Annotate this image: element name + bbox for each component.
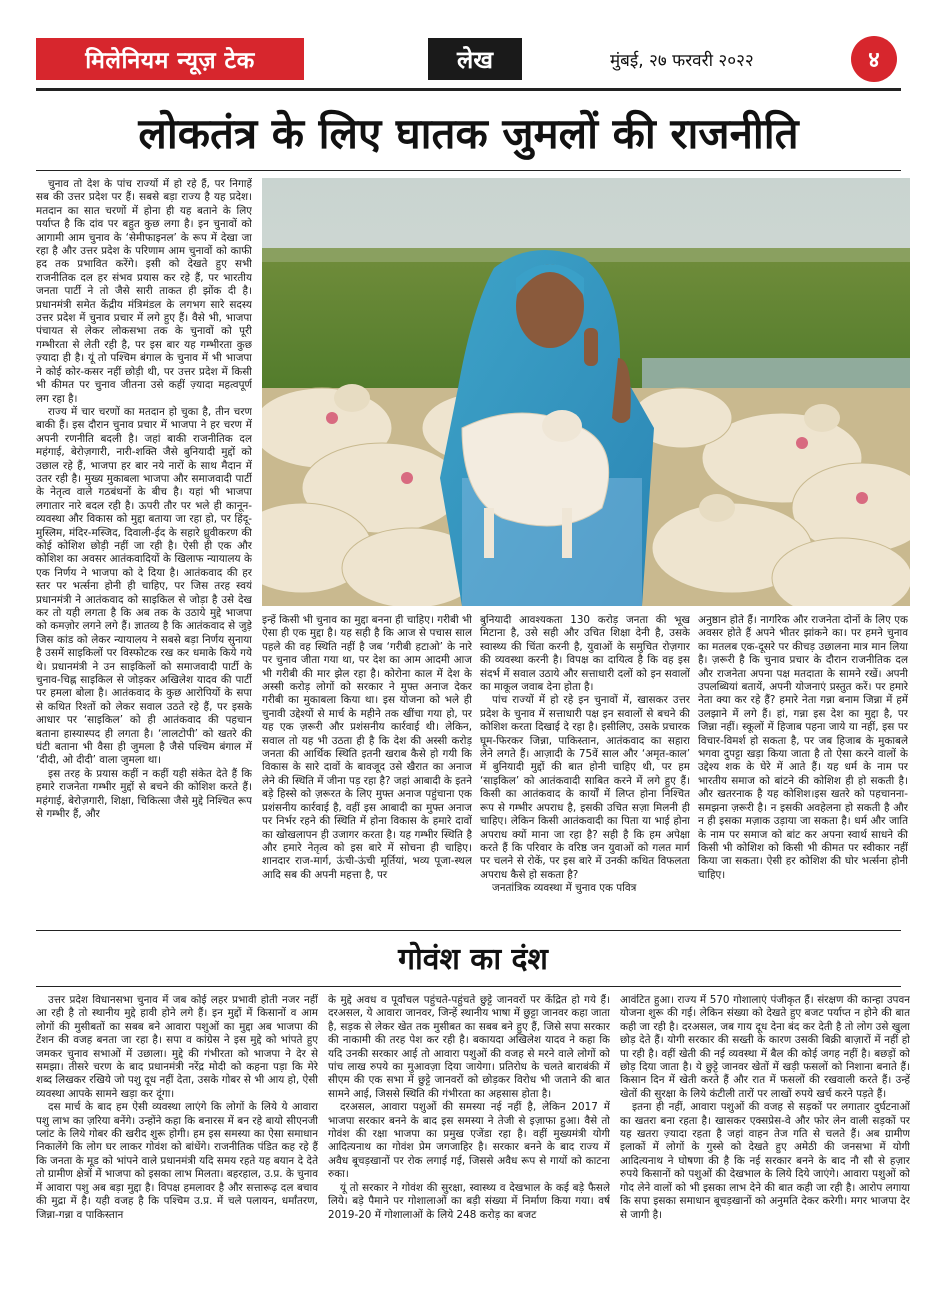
section-divider [36, 930, 901, 931]
section-label: लेख [428, 38, 522, 80]
article-column-2 [262, 614, 472, 916]
paragraph: उत्तर प्रदेश विधानसभा चुनाव में जब कोई लहर प्रभावी होती नजर नहीं आ रही है तो स्थानीय मुद्दे हावी होने लगे हैं। इन मुद्दों में किसानों व आम लोगों की मुसीबतों का सबब बने आवारा पशुओं का मुद्दा अब भाजपा की टेंशन की वजह बनता जा रहा है। सपा व कांग्रेस ने इस मुद्दे को भांपते हुए जमकर चुनाव सभाओं में उछाला। मुद्दे की गंभीरता को भाजपा ने देर से समझा। तीसरे चरण के बाद प्रधानमंत्री नरेंद्र मोदी को कहना पड़ा कि मेरे शब्द लिखकर रखिये जो पशु दूध नहीं देता, उसके गोबर से भी आय हो, ऐसी व्यवस्था आपके सामने खड़ा कर दूंगा। [36, 994, 318, 1100]
paragraph: आवंटित हुआ। राज्य में 570 गोशालाएं पंजीकृत हैं। संरक्षण की कान्हा उपवन योजना शुरू की गई। लेकिन संख्या को देखते हुए बजट पर्याप्त न होने की बात कही जा रही है। दरअसल, जब गाय दूध देना बंद कर देती है तो लोग उसे खुला छोड़ देते हैं। योगी सरकार की सख्ती के कारण उसकी बिक्री बाज़ारों में नहीं हो पा रही है। वहीं खेती की नई व्यवस्था में बैल की कोई जगह नहीं है। बछड़ों को छोड़ दिया जाता है। ये छुट्टे जानवर खेतों में खड़ी फसलों को निशाना बनाते हैं। किसान दिन में खेती करते हैं और रात में फसलों की रखवाली करते हैं। उन्हें खेतों की सुरक्षा के लिये कंटीली तारों पर लाखों रुपये खर्च करने पड़ते हैं। [620, 994, 910, 1100]
paragraph: जनतांत्रिक व्यवस्था में चुनाव एक पवित्र [492, 882, 637, 895]
article2-column-1 [36, 994, 318, 1256]
headline-rule [36, 170, 901, 171]
article-column-1 [36, 178, 252, 916]
paragraph: बुनियादी आवश्यकता 130 करोड़ जनता की भूख मिटाना है, उसे सही और उचित शिक्षा देनी है, उसके स्वास्थ्य की चिंता करनी है, युवाओं के समुचित रोज़गार की व्यवस्था करनी है। विपक्ष का दायित्व है कि वह इस संदर्भ में सवाल उठाये और सत्ताधारी दलों को इन सवालों का माकूल जवाब देना होता है। [480, 614, 690, 694]
paragraph: के मुद्दे अवध व पूर्वांचल पहुंचते-पहुंचते छुट्टे जानवरों पर केंद्रित हो गये हैं। दरअसल, ये आवारा जानवर, जिन्हें स्थानीय भाषा में छुट्टा जानवर कहा जाता है, सड़क से लेकर खेत तक मुसीबत का सबब बने हुए हैं, जिसे सपा सरकार की नाकामी की तरह पेश कर रही है। बकायदा अखिलेश यादव ने कहा कि यदि उनकी सरकार आई तो आवारा पशुओं की वजह से मरने वाले लोगों को पांच लाख रुपये का मुआवज़ा दिया जायेगा। प्रतिरोध के चलते बाराबंकी में सीएम की एक सभा में छुट्टे जानवरों को छोड़कर विरोध भी जताने की बात सामने आई, जिससे स्थिति की गंभीरता का अहसास होता है। [328, 994, 610, 1100]
paragraph: यूं तो सरकार ने गोवंश की सुरक्षा, स्वास्थ्य व देखभाल के कई बड़े फैसले लिये। बड़े पैमाने पर गोशालाओं का बड़ी संख्या में निर्माण किया गया। वर्ष 2019-20 में गोशालाओं के लिये 248 करोड़ का बजट [328, 1181, 610, 1221]
article-column-3 [480, 614, 690, 916]
page-number-badge: ४ [851, 36, 897, 82]
photo-woman-with-sheep [262, 178, 910, 606]
paragraph: दरअसल, आवारा पशुओं की समस्या नई नहीं है, लेकिन 2017 में भाजपा सरकार बनने के बाद इस समस्या ने तेजी से इज़ाफा हुआ। वैसे तो गोवंश की रक्षा भाजपा का प्रमुख एजेंडा रहा है। वहीं मुख्यमंत्री योगी आदित्यनाथ का गोवंश प्रेम जगजाहिर है। सरकार बनने के बाद राज्य में अवैध बूचड़खानों पर रोक लगाई गई, जिससे अवैध रूप से गायों को काटना रुका। [328, 1101, 610, 1181]
subhead-rule [36, 986, 901, 987]
paragraph: राज्य में चार चरणों का मतदान हो चुका है, तीन चरण बाकी हैं। इस दौरान चुनाव प्रचार में भाजपा ने हर चरण में अपनी रणनीति बदली है। जहां बाकी राजनीतिक दल महंगाई, बेरोज़गारी, नारी-शक्ति जैसे बुनियादी मुद्दों को उछाल रहे हैं, भाजपा हर बार नये नारों के साथ मैदान में उतर रही है। मुख्य मुकाबला भाजपा और समाजवादी पार्टी के नेतृत्व वाले गठबंधनों के बीच है। यहां भी भाजपा लगातार नारे बदल रही है। ऊपरी तौर पर भले ही कानून-व्यवस्था और विकास को मुद्दा बताया जा रहा हो, पर हिंदू-मुस्लिम, मंदिर-मस्जिद, दिवाली-ईद के सहारे ध्रुवीकरण की कोई कोशिश छोड़ी नहीं जा रही है। ऐसी ही एक और कोशिश का अवसर आतंकवादियों के खिलाफ न्यायालय के एक निर्णय ने भाजपा को दे दिया है। आतंकवाद की हर स्तर पर भर्त्सना होनी ही चाहिए, पर जिस तरह स्वयं प्रधानमंत्री ने आतंकवाद को साइकिल से जोड़ा है उसे देख कर तो यही लगता है कि अब तक के उठाये मुद्दे भाजपा को कमज़ोर लगने लगे हैं। ज्ञातव्य है कि आतंकवाद से जुड़े जिस कांड को लेकर न्यायालय ने सबसे बड़ा निर्णय सुनाया है उसमें साइकिलों पर विस्फोटक रख कर धमाके किये गये थे। प्रधानमंत्री ने उन साइकिलों को समाजवादी पार्टी के चुनाव-चिह्न साइकिल से जोड़कर अखिलेश यादव की पार्टी पर हमला बोला है। आतंकवाद के कुछ आरोपियों के सपा से कथित रिश्तों को लेकर सवाल उठते रहे हैं, पर इसके आधार पर ‘साइकिल’ को ही आतंकवाद की पहचान बताना हास्यास्पद ही लगता है। ‘लालटोपी’ को खतरे की घंटी बताना भी वैसा ही जुमला है जैसे पश्चिम बंगाल में ‘दीदी, ओ दीदी’ वाला जुमला था। [36, 405, 252, 767]
subheadline: गोवंश का दंश [398, 942, 548, 977]
article2-column-3 [620, 994, 910, 1256]
paragraph: चुनाव तो देश के पांच राज्यों में हो रहे हैं, पर निगाहें सब की उत्तर प्रदेश पर हैं। सबसे बड़ा राज्य है यह प्रदेश। मतदान का सात चरणों में होना ही यह बताने के लिए पर्याप्त है कि दांव पर बहुत कुछ लगा है। इन चुनावों को आगामी आम चुनाव के ‘सेमीफाइनल’ के रूप में देखा जा रहा है और उत्तर प्रदेश के परिणाम आम चुनावों को काफी हद तक प्रभावित करेंगे। इसी को देखते हुए सभी राजनीतिक दल हर संभव प्रयास कर रहे हैं, पर भारतीय जनता पार्टी ने तो जैसे सारी ताकत ही झोंक दी है। प्रधानमंत्री समेत केंद्रीय मंत्रिमंडल के लगभग सारे सदस्य उत्तर प्रदेश में चुनाव प्रचार में लगे हुए हैं। वैसे भी, भाजपा पंचायत से लेकर लोकसभा तक के चुनावों को पूरी गम्भीरता से लेती रही है, पर इस बार यह गम्भीरता कुछ ज़्यादा ही है। यूं तो पश्चिम बंगाल के चुनाव में भी भाजपा ने कोई कोर-कसर नहीं छोड़ी थी, पर उत्तर प्रदेश में किसी भी कीमत पर चुनाव जीतना उसे कहीं ज़्यादा महत्वपूर्ण लग रहा है। [36, 178, 252, 405]
masthead-brand: मिलेनियम न्यूज़ टेक [36, 38, 304, 80]
article2-column-2 [328, 994, 610, 1256]
paragraph: इन्हें किसी भी चुनाव का मुद्दा बनना ही चाहिए। गरीबी भी ऐसा ही एक मुद्दा है। यह सही है कि आज से पचास साल पहले की वह स्थिति नहीं है जब ‘गरीबी हटाओ’ के नारे पर चुनाव जीता गया था, पर देश का आम आदमी आज भी गरीबी की मार झेल रहा है। कोरोना काल में देश के अस्सी करोड़ लोगों को सरकार ने मुफ्त अनाज देकर गरीबी का मुकाबला किया था। इस योजना को भले ही चुनावी उद्देश्यों से मार्च के महीने तक खींचा गया हो, पर यह एक ज़रूरी और प्रशंसनीय कार्रवाई थी। लेकिन, सवाल तो यह भी उठता ही है कि देश की अस्सी करोड़ जनता की आर्थिक स्थिति इतनी खराब कैसे हो गयी कि विकास के सारे दावों के बावजूद उसे खैरात का अनाज लेने की स्थिति में जीना पड़ रहा है? जहां आबादी के इतने बड़े हिस्से को ज़रूरत के लिए मुफ्त अनाज पहुंचाना एक प्रशंसनीय कार्रवाई है, वहीं इस आबादी का मुफ्त अनाज पर निर्भर रहने की स्थिति में होना विकास के हमारे दावों का खोखलापन ही उजागर करता है। यह गम्भीर स्थिति है और हमारे नेतृत्व को इस बारे में सोचना ही चाहिए। शानदार राज-मार्ग, ऊंची-ऊंची मूर्तियां, भव्य पूजा-स्थल आदि सब की अपनी महत्ता है, पर [262, 614, 472, 881]
paragraph: दस मार्च के बाद हम ऐसी व्यवस्था लाएंगे कि लोगों के लिये ये आवारा पशु लाभ का ज़रिया बनेंगे। उन्होंने कहा कि बनारस में बन रहे बायो सीएनजी प्लांट के लिये गोबर की खरीद शुरू होगी। हम इस समस्या का ऐसा समाधान निकालेंगे कि लोग घर लाकर गोवंश को बांधेंगे। राजनीतिक पंडित कह रहे हैं कि जनता के मूड को भांपने वाले प्रधानमंत्री यदि समय रहते यह बयान दे देते तो ग्रामीण क्षेत्रों में भाजपा को इसका लाभ मिलता। बहरहाल, उ.प्र. के चुनाव में आवारा पशु अब बड़ा मुद्दा है। विपक्ष हमलावर है और सत्तारूढ़ दल बचाव की मुद्रा में है। यही वजह है कि पश्चिम उ.प्र. में चले पलायन, धर्मांतरण, जिन्ना-गन्ना व पाकिस्तान [36, 1101, 318, 1221]
masthead-rule [36, 88, 901, 91]
paragraph: इस तरह के प्रयास कहीं न कहीं यही संकेत देते हैं कि हमारे राजनेता गम्भीर मुद्दों से बचने की कोशिश करते हैं। महंगाई, बेरोज़गारी, शिक्षा, चिकित्सा जैसे मुद्दे निश्चित रूप से गम्भीर हैं, और [36, 767, 252, 821]
paragraph: अनुष्ठान होते हैं। नागरिक और राजनेता दोनों के लिए एक अवसर होते हैं अपने भीतर झांकने का। पर हमने चुनाव का मतलब एक-दूसरे पर कीचड़ उछालना मात्र मान लिया है। ज़रूरी है कि चुनाव प्रचार के दौरान राजनीतिक दल और राजनेता अपना पक्ष मतदाता के सामने रखें। अपनी उपलब्धियां बतायें, अपनी योजनाएं प्रस्तुत करें। पर हमारे नेता क्या कर रहे हैं? हमारे नेता गन्ना बनाम जिन्ना में हमें उलझाने में लगे हैं। हां, गन्ना इस देश का मुद्दा है, पर जिन्ना नहीं। स्कूलों में हिजाब पहना जाये या नहीं, इस पर विचार-विमर्श हो सकता है, पर जब हिजाब के मुकाबले भगवा दुपट्टा खड़ा किया जाता है तो ऐसा करने वालों के उद्देश्य शक के घेरे में आते हैं। यह धर्म के नाम पर भारतीय समाज को बांटने की कोशिश ही हो सकती है। और खतरनाक है यह कोशिश।इस खतरे को पहचानना-समझना ज़रूरी है। न इसकी अवहेलना हो सकती है और न ही इसका मज़ाक उड़ाया जा सकता है। धर्म और जाति के नाम पर समाज को बांट कर अपना स्वार्थ साधने की किसी भी कोशिश को किसी भी कीमत पर स्वीकार नहीं किया जा सकता। ऐसी हर कोशिश की घोर भर्त्सना होनी चाहिए। [698, 614, 908, 881]
headline: लोकतंत्र के लिए घातक जुमलों की राजनीति [138, 109, 799, 158]
paragraph: इतना ही नहीं, आवारा पशुओं की वजह से सड़कों पर लगातार दुर्घटनाओं का खतरा बना रहता है। खासकर एक्सप्रेस-वे और फोर लेन वाली सड़कों पर यह खतरा ज़्यादा रहता है जहां वाहन तेज गति से चलते हैं। अब ग्रामीण इलाकों में लोगों के गुस्से को देखते हुए अमेठी की जनसभा में योगी आदित्यनाथ ने घोषणा की है कि नई सरकार बनने के बाद नौ सौ से हज़ार रुपये किसानों को पशुओं की देखभाल के लिये दिये जाएंगे। आवारा पशुओं को गोद लेने वालों को भी इसका लाभ देने की बात कही जा रही है। आरोप लगाया कि सपा इसका समाधान बूचड़खानों को अनुमति देकर करेगी। मगर भाजपा देर से जागी है। [620, 1101, 910, 1221]
article-photo [262, 178, 910, 606]
dateline: मुंबई, २७ फरवरी २०२२ [610, 50, 754, 71]
article-column-4 [698, 614, 908, 916]
paragraph: पांच राज्यों में हो रहे इन चुनावों में, खासकर उत्तर प्रदेश के चुनाव में सत्ताधारी पक्ष इन सवालों से बचने की कोशिश करता दिखाई दे रहा है। इसीलिए, उसके प्रचारक घूम-फिरकर जिन्ना, पाकिस्तान, आतंकवाद का सहारा लेने लगते हैं। आज़ादी के 75वें साल और ‘अमृत-काल’ में बुनियादी मुद्दों की बात होनी चाहिए थी, पर हम ‘साइकिल’ को आतंकवादी साबित करने में लगे हुए हैं। किसी का आतंकवाद के कार्यों में लिप्त होना निश्चित रूप से गम्भीर अपराध है, इसकी उचित सज़ा मिलनी ही चाहिए। लेकिन किसी आतंकवादी का पिता या भाई होना अपराध क्यों माना जा रहा है? सही है कि हम अपेक्षा करते हैं कि परिवार के वरिष्ठ जन युवाओं को गलत मार्ग पर चलने से रोकें, पर इस बारे में उनकी कथित विफलता अपराध कैसे हो सकता है? [480, 694, 690, 881]
